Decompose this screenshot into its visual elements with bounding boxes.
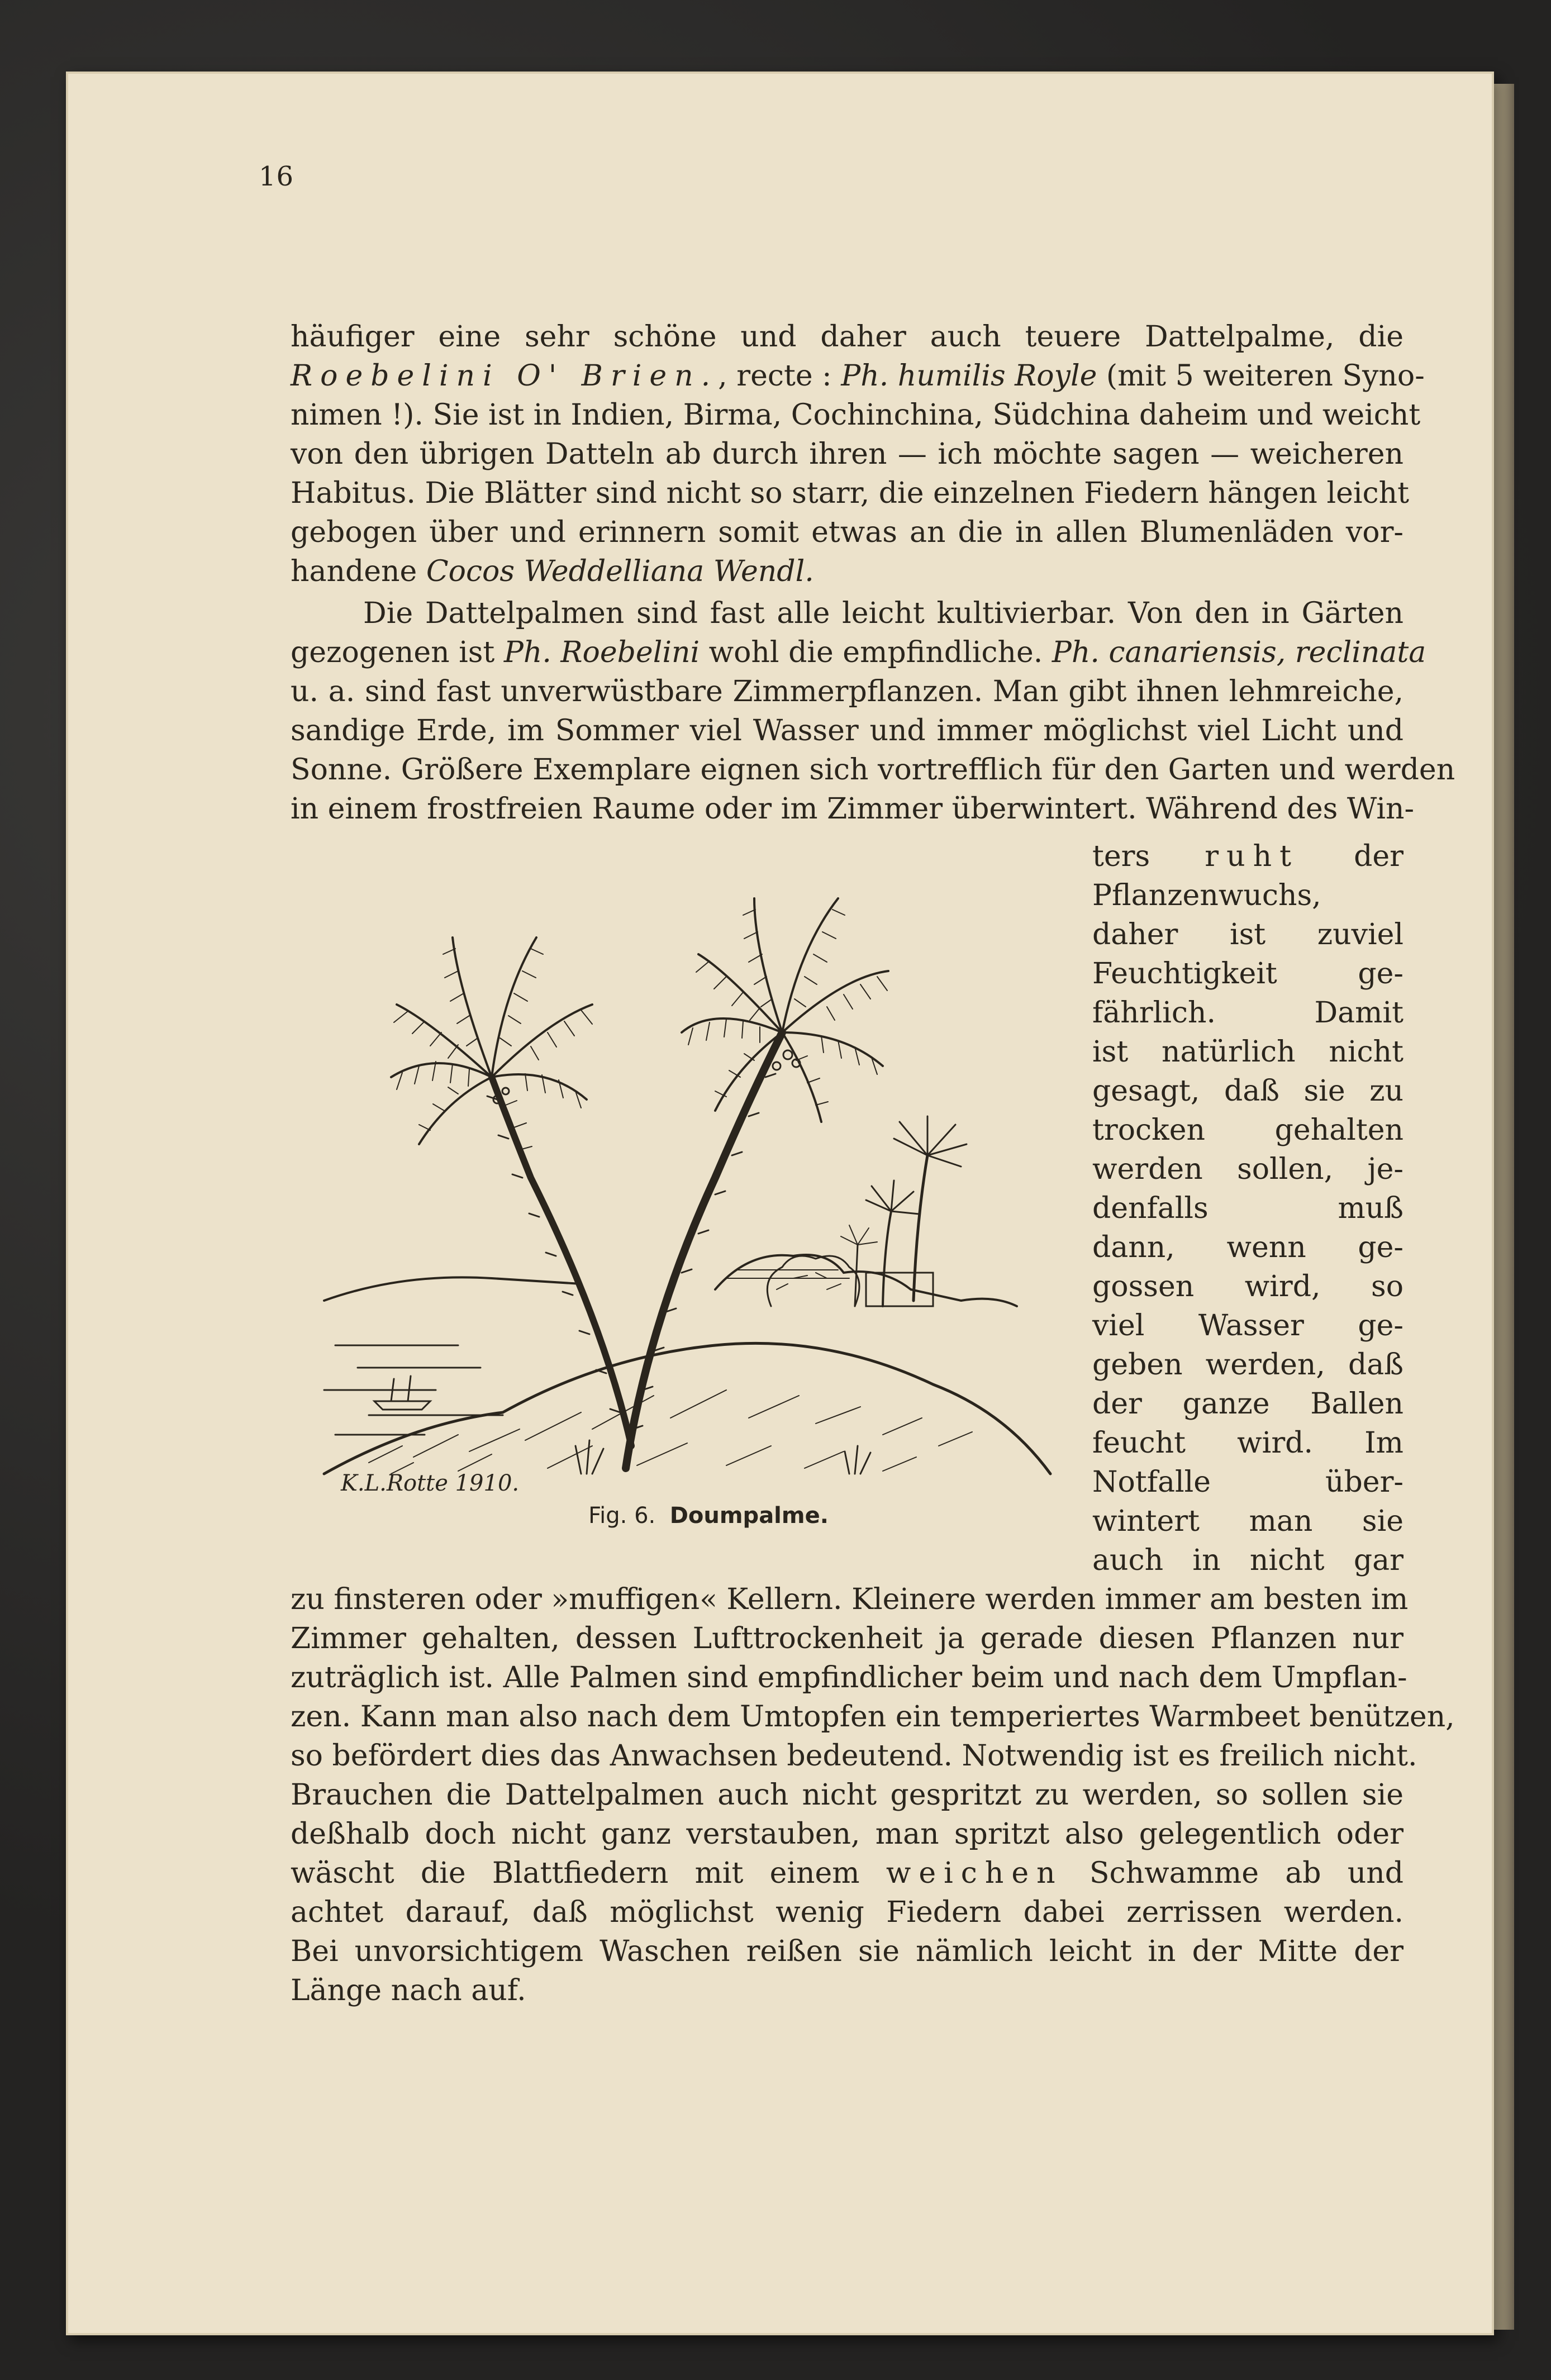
text-line: denfalls muß — [1092, 1192, 1403, 1225]
text-line: fährlich. Damit — [1092, 996, 1403, 1030]
text-span: wäscht die Blattfiedern mit einem — [291, 1857, 886, 1890]
species-name: Roebelini O' Brien. — [291, 359, 719, 393]
text-line: zuträglich ist. Alle Palmen sind empfindlicher beim und nach dem Umpflan- — [291, 1661, 1407, 1694]
species-name: Ph. Roebelini — [503, 636, 700, 669]
text-span: der — [1299, 840, 1403, 873]
text-span: Schwamme ab und — [1063, 1857, 1403, 1890]
text-span: gezogenen ist — [291, 636, 504, 669]
text-line — [291, 633, 1426, 672]
figure-title: Doumpalme. — [669, 1503, 829, 1529]
text-line: Länge nach auf. — [291, 1974, 526, 2007]
text-span: (mit 5 weiteren Syno- — [1097, 359, 1425, 393]
text-line: Die Dattelpalmen sind fast alle leicht kultivierbar. Von den in Gärten — [363, 597, 1403, 630]
text-line: gebogen über und erinnern somit etwas an die in allen Blumenläden vor- — [291, 516, 1403, 549]
text-line: Sonne. Größere Exemplare eignen sich vortrefflich für den Garten und werden — [291, 753, 1455, 787]
text-line: sandige Erde, im Sommer viel Wasser und immer möglichst viel Licht und — [291, 714, 1403, 748]
text-line: viel Wasser ge- — [1092, 1309, 1403, 1343]
text-span: , recte : — [718, 359, 841, 393]
figure-caption — [457, 1502, 960, 1530]
text-span: wohl die empfindliche. — [700, 636, 1052, 669]
text-line — [291, 356, 1425, 396]
text-line — [291, 1854, 1403, 1893]
text-line: zu finsteren oder »muffigen« Kellern. Kleinere werden immer am besten im — [291, 1583, 1409, 1616]
doumpalme-illustration — [291, 865, 1084, 1496]
text-line: deßhalb doch nicht ganz verstauben, man spritzt also gelegentlich oder — [291, 1817, 1403, 1851]
emphasis: weichen — [886, 1857, 1063, 1890]
text-line: Habitus. Die Blätter sind nicht so starr, die einzelnen Fiedern hängen leicht — [291, 477, 1409, 510]
page-edge — [1494, 84, 1514, 2330]
text-line: Zimmer gehalten, dessen Lufttrockenheit ja gerade diesen Pflanzen nur — [291, 1622, 1403, 1655]
species-name: Ph. humilis Royle — [841, 359, 1097, 393]
text-span: ters — [1092, 840, 1205, 873]
text-line — [1092, 837, 1403, 876]
text-line: werden sollen, je- — [1092, 1153, 1403, 1186]
text-line: gossen wird, so — [1092, 1270, 1403, 1303]
text-line: achtet darauf, daß möglichst wenig Fiedern dabei zerrissen werden. — [291, 1896, 1403, 1929]
text-line: in einem frostfreien Raume oder im Zimmer überwintert. Während des Win- — [291, 792, 1415, 826]
text-line: zen. Kann man also nach dem Umtopfen ein temperiertes Warmbeet benützen, — [291, 1700, 1455, 1734]
text-line: dann, wenn ge- — [1092, 1231, 1403, 1264]
text-line: so befördert dies das Anwachsen bedeutend. Notwendig ist es freilich nicht. — [291, 1739, 1417, 1773]
text-line: wintert man sie — [1092, 1505, 1403, 1538]
text-span: handene — [291, 555, 426, 588]
species-name: Ph. canariensis, reclinata — [1052, 636, 1426, 669]
page-text — [66, 72, 1494, 2335]
text-line: Bei unvorsichtigem Waschen reißen sie nämlich leicht in der Mitte der — [291, 1935, 1403, 1968]
text-line: häufiger eine sehr schöne und daher auch teuere Dattelpalme, die — [291, 320, 1403, 354]
text-line: von den übrigen Datteln ab durch ihren — ich möchte sagen — weicheren — [291, 437, 1403, 471]
species-name: Cocos Weddelliana Wendl. — [426, 555, 814, 588]
emphasis: ruht — [1205, 840, 1300, 873]
text-line: Brauchen die Dattelpalmen auch nicht gespritzt zu werden, so sollen sie — [291, 1778, 1403, 1812]
text-line: nimen !). Sie ist in Indien, Birma, Cochinchina, Südchina daheim und weicht — [291, 398, 1421, 432]
text-line — [291, 552, 1403, 591]
text-line: feucht wird. Im — [1092, 1426, 1403, 1460]
artist-signature: K.L.Rotte 1910. — [341, 1470, 520, 1496]
figure-number: Fig. 6. — [588, 1503, 656, 1529]
text-line: gesagt, daß sie zu — [1092, 1074, 1403, 1108]
text-line: daher ist zuviel — [1092, 918, 1403, 951]
text-line: u. a. sind fast unverwüstbare Zimmerpflanzen. Man gibt ihnen lehmreiche, — [291, 675, 1403, 708]
page-number: 16 — [259, 161, 294, 192]
text-line: Feuchtigkeit ge- — [1092, 957, 1403, 991]
text-line: Notfalle über- — [1092, 1465, 1403, 1499]
book-page — [66, 72, 1494, 2335]
text-line: ist natürlich nicht — [1092, 1035, 1403, 1069]
text-line: geben werden, daß — [1092, 1348, 1403, 1382]
text-line: der ganze Ballen — [1092, 1387, 1403, 1421]
text-line: Pflanzenwuchs, — [1092, 879, 1321, 912]
text-line: trocken gehalten — [1092, 1113, 1403, 1147]
text-line: auch in nicht gar — [1092, 1544, 1403, 1577]
